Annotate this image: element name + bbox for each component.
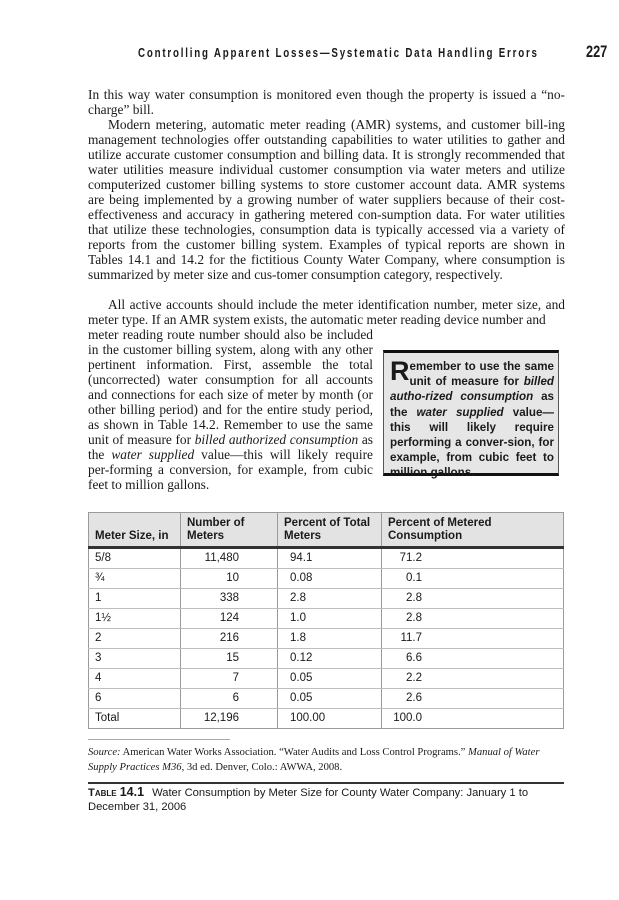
cell-value: 0.08 bbox=[290, 572, 313, 584]
table-cell bbox=[278, 629, 382, 649]
cell-value: 1.0 bbox=[290, 612, 306, 624]
table-cell bbox=[181, 689, 278, 709]
callout-text: value—this will likely require performing a conver-sion, for example, from cubic feet to million gallons. bbox=[390, 405, 554, 480]
cell-value: 2.6 bbox=[406, 692, 422, 704]
table-cell bbox=[382, 669, 564, 689]
callout-italic: water supplied bbox=[416, 405, 504, 419]
drop-cap: R bbox=[390, 356, 410, 386]
source-note bbox=[88, 745, 566, 775]
footnote-rule bbox=[88, 739, 230, 740]
table-cell: 3 bbox=[89, 649, 181, 669]
table-cell bbox=[181, 709, 278, 729]
cell-value: 0.05 bbox=[290, 672, 313, 684]
table-cell bbox=[278, 709, 382, 729]
caption-label-word: Table bbox=[88, 787, 117, 799]
cell-value: 2.8 bbox=[290, 592, 306, 604]
column-header: Number of Meters bbox=[181, 513, 278, 548]
italic-term: billed authorized consumption bbox=[194, 432, 359, 447]
table-row bbox=[89, 689, 564, 709]
caption-label bbox=[88, 787, 144, 799]
text-span: value—this will likely require per-forming a conversion, for example, from cubic feet to million gallons. bbox=[88, 447, 373, 492]
paragraph-3-continued bbox=[88, 327, 373, 492]
table-cell bbox=[181, 669, 278, 689]
table-row bbox=[89, 629, 564, 649]
table-total-row bbox=[89, 709, 564, 729]
italic-term: water supplied bbox=[111, 447, 195, 462]
page-number: 227 bbox=[586, 42, 608, 61]
table-cell bbox=[181, 609, 278, 629]
table-cell bbox=[181, 569, 278, 589]
table-cell bbox=[181, 548, 278, 569]
cell-value: 0.1 bbox=[406, 572, 422, 584]
table-cell: 1½ bbox=[89, 609, 181, 629]
table-cell bbox=[382, 569, 564, 589]
table-row bbox=[89, 669, 564, 689]
table-cell: ¾ bbox=[89, 569, 181, 589]
table-row bbox=[89, 649, 564, 669]
table-cell bbox=[181, 629, 278, 649]
column-header: Meter Size, in bbox=[89, 513, 181, 548]
callout-text: emember to use the same unit of measure for bbox=[409, 360, 554, 389]
cell-value: 6.6 bbox=[406, 652, 422, 664]
table-cell bbox=[278, 569, 382, 589]
cell-value: 12,196 bbox=[203, 712, 239, 724]
text-span: as the bbox=[88, 432, 373, 462]
cell-value: 6 bbox=[232, 692, 239, 704]
cell-value: 11.7 bbox=[400, 632, 422, 644]
cell-value: 7 bbox=[232, 672, 239, 684]
table-cell: 4 bbox=[89, 669, 181, 689]
table-cell bbox=[181, 589, 278, 609]
table-cell bbox=[382, 709, 564, 729]
table-cell: 2 bbox=[89, 629, 181, 649]
column-header: Percent of Metered Consumption bbox=[382, 513, 564, 548]
callout-box bbox=[383, 350, 559, 480]
table-cell bbox=[382, 689, 564, 709]
source-label: Source: bbox=[88, 747, 121, 758]
table-cell: 1 bbox=[89, 589, 181, 609]
cell-value: 94.1 bbox=[290, 552, 313, 564]
table-cell bbox=[278, 649, 382, 669]
cell-value: 1.8 bbox=[290, 632, 306, 644]
table-cell: Total bbox=[89, 709, 181, 729]
cell-value: 2.8 bbox=[406, 592, 422, 604]
source-text: , 3d ed. Denver, Colo.: AWWA, 2008. bbox=[181, 762, 343, 773]
table-cell bbox=[278, 609, 382, 629]
cell-value: 10 bbox=[226, 572, 239, 584]
running-head: Controlling Apparent Losses—Systematic Data Handling Errors bbox=[138, 46, 539, 60]
table-row bbox=[89, 589, 564, 609]
table-cell bbox=[278, 548, 382, 569]
table-cell bbox=[382, 609, 564, 629]
cell-value: 0.12 bbox=[290, 652, 313, 664]
table-cell bbox=[278, 689, 382, 709]
cell-value: 71.2 bbox=[399, 552, 422, 564]
table-header-row bbox=[89, 513, 564, 548]
caption-number: 14.1 bbox=[119, 785, 145, 799]
paragraph-2-text: Modern metering, automatic meter reading (AMR) systems, and customer bill-ing management technologies offer outstanding capabilities to water utilities to gather and utilize accurate customer consumption and billing data. It is strongly recommended that water utilities measure individual customer consumption via water meters and utilize computerized customer billing systems to store customer account data. AMR systems are being implemented by a growing number of water suppliers because of their cost-effectiveness and accuracy in gathering metered con-sumption data. For water utilities that utilize these technologies, consumption data is typically accessed via a variety of reports from the customer billing system. Examples of typical reports are shown in Tables 14.1 and 14.2 for the fictitious County Water Company, where consumption is summarized by meter size and cus-tomer consumption category, respectively. bbox=[88, 117, 565, 282]
callout-text: as the bbox=[390, 390, 554, 419]
cell-value: 0.05 bbox=[290, 692, 313, 704]
meter-size-table bbox=[88, 512, 564, 729]
callout-italic: billed autho-rized consumption bbox=[390, 375, 554, 404]
table-row bbox=[89, 609, 564, 629]
table-cell bbox=[181, 649, 278, 669]
table-cell bbox=[278, 669, 382, 689]
table-cell bbox=[382, 629, 564, 649]
cell-value: 2.2 bbox=[406, 672, 422, 684]
table-cell bbox=[382, 548, 564, 569]
paragraph-1-text: In this way water consumption is monitored even though the property is issued a “no-charge” bill. bbox=[88, 87, 565, 117]
table-cell bbox=[382, 649, 564, 669]
table-cell: 5/8 bbox=[89, 548, 181, 569]
cell-value: 11,480 bbox=[204, 552, 239, 564]
paragraph-2 bbox=[88, 117, 565, 282]
cell-value: 338 bbox=[219, 592, 239, 604]
cell-value: 100.0 bbox=[393, 712, 422, 724]
table-row bbox=[89, 569, 564, 589]
cell-value: 15 bbox=[226, 652, 239, 664]
table-cell: 6 bbox=[89, 689, 181, 709]
cell-value: 100.00 bbox=[290, 712, 326, 724]
paragraph-3-text: All active accounts should include the meter identification number, meter size, and meter type. If an AMR system exists, the automatic meter reading device number and bbox=[88, 297, 565, 327]
text-span: meter reading route number should also be included in the customer billing system, along with any other pertinent information. First, assemble the total (uncorrected) water consumption for all accounts and connections for each size of meter by month (or other billing period) and for the entire study period, as shown in Table 14.2. Remember to use the same unit of measure for bbox=[88, 327, 373, 447]
caption-text: Water Consumption by Meter Size for County Water Company: January 1 to December 31, 2006 bbox=[88, 787, 529, 813]
data-table bbox=[88, 512, 564, 729]
table-caption bbox=[88, 786, 558, 814]
cell-value: 216 bbox=[219, 632, 239, 644]
source-text: American Water Works Association. “Water Audits and Loss Control Programs.” bbox=[120, 747, 469, 758]
table-cell bbox=[382, 589, 564, 609]
source-italic: Manual of Water Supply Practices M36 bbox=[88, 747, 540, 773]
cell-value: 124 bbox=[219, 612, 239, 624]
column-header: Percent of Total Meters bbox=[278, 513, 382, 548]
paragraph-3-continued-text bbox=[88, 327, 373, 492]
paragraph-3 bbox=[88, 297, 565, 327]
caption-rule bbox=[88, 782, 564, 784]
cell-value: 2.8 bbox=[406, 612, 422, 624]
table-cell bbox=[278, 589, 382, 609]
table-row bbox=[89, 548, 564, 569]
paragraph-1 bbox=[88, 87, 565, 117]
